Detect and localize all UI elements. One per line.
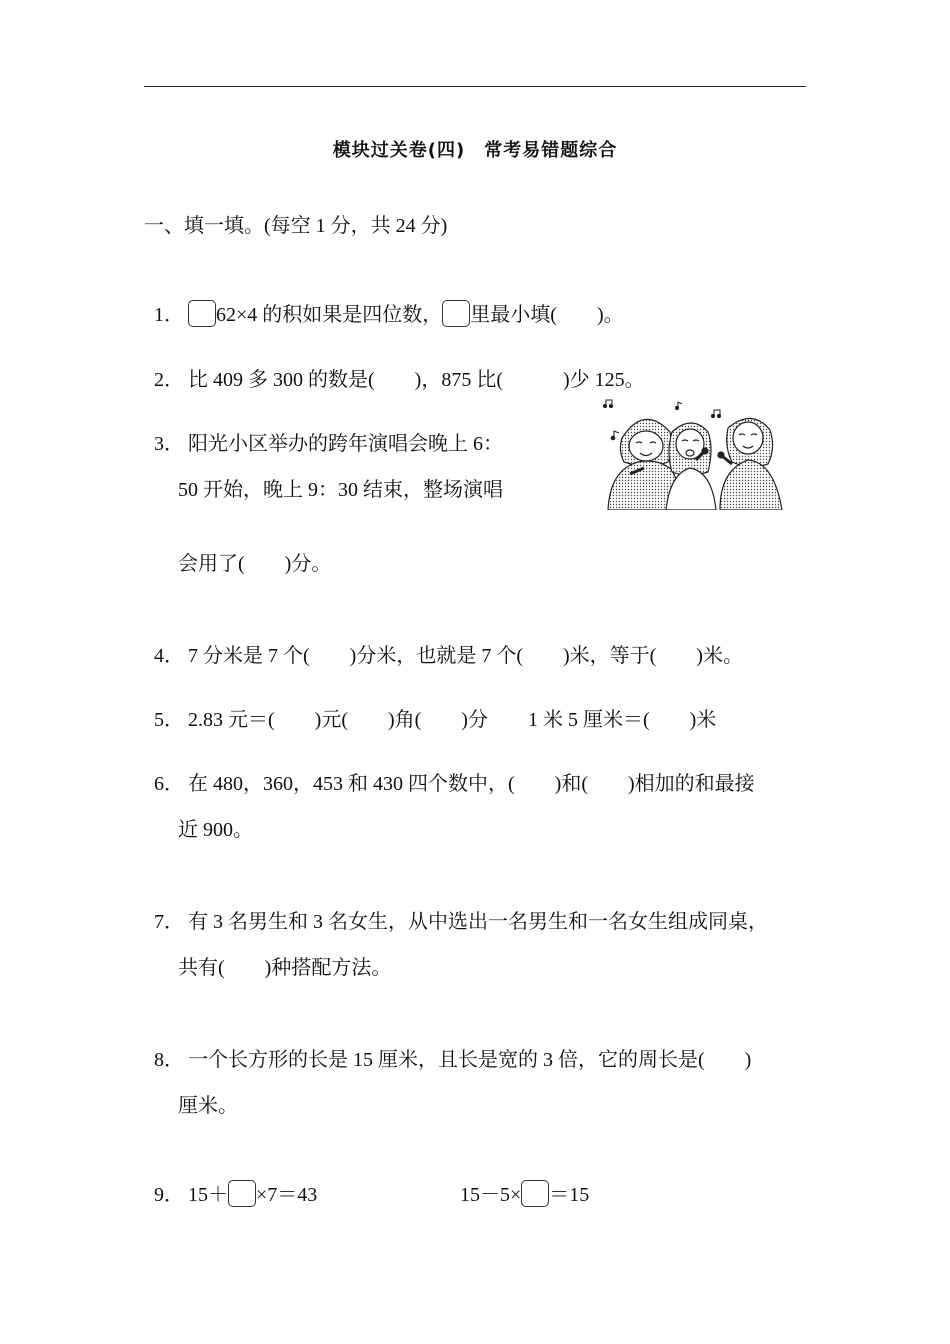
question-2 [144,338,645,394]
equation-left-part: 15＋ [188,1184,228,1206]
question-8-line-2: 厘米。 [178,1095,238,1117]
question-6 [144,742,755,798]
question-text: 阳光小区举办的跨年演唱会晚上 6： [188,433,503,455]
answer-box[interactable] [521,1180,549,1207]
question-text: 2.83 元＝( )元( )角( )分 1 米 5 厘米＝( )米 [188,709,717,731]
question-3-line-2: 50 开始，晚上 9：30 结束，整场演唱 [178,479,503,501]
question-5 [144,678,716,734]
question-3-line-3: 会用了( )分。 [178,553,332,575]
question-1 [144,272,624,329]
question-text: 7 分米是 7 个( )分米，也就是 7 个( )米，等于( )米。 [188,645,743,667]
question-number: 6． [154,773,184,795]
question-number: 5． [154,709,184,731]
question-text: 有 3 名男生和 3 名女生，从中选出一名男生和一名女生组成同桌， [188,911,768,933]
equation-left-part: ×7＝43 [256,1184,318,1206]
answer-box[interactable] [188,300,216,327]
question-number: 7． [154,911,184,933]
question-text: 比 409 多 300 的数是( )，875 比( )少 125。 [188,369,645,391]
question-7-line-2: 共有( )种搭配方法。 [178,957,392,979]
answer-box[interactable] [442,300,470,327]
answer-box[interactable] [228,1180,256,1207]
section-heading: 一、填一填。(每空 1 分，共 24 分) [144,215,448,237]
question-text: 在 480，360，453 和 430 四个数中，( )和( )相加的和最接 [188,773,755,795]
question-4 [144,614,743,670]
top-rule [144,86,806,87]
question-number: 2． [154,369,184,391]
singers-illustration-icon [600,398,786,510]
question-3 [144,402,503,458]
equation-right-part: 15－5× [460,1184,522,1206]
page-title: 模块过关卷(四) 常考易错题综合 [332,140,618,161]
question-text: 里最小填( )。 [470,304,624,326]
question-7 [144,880,768,936]
equation-right-part: ＝15 [549,1184,590,1206]
question-number: 4． [154,645,184,667]
question-9-right [450,1152,589,1209]
question-6-line-2: 近 900。 [178,819,253,841]
question-text: 一个长方形的长是 15 厘米，且长是宽的 3 倍，它的周长是( ) [188,1049,752,1071]
question-number: 8． [154,1049,184,1071]
question-8 [144,1018,751,1074]
question-text: 62×4 的积如果是四位数， [216,304,443,326]
question-9 [144,1152,317,1209]
question-number: 1． [154,304,184,326]
question-number: 9． [154,1184,184,1206]
question-number: 3． [154,433,184,455]
